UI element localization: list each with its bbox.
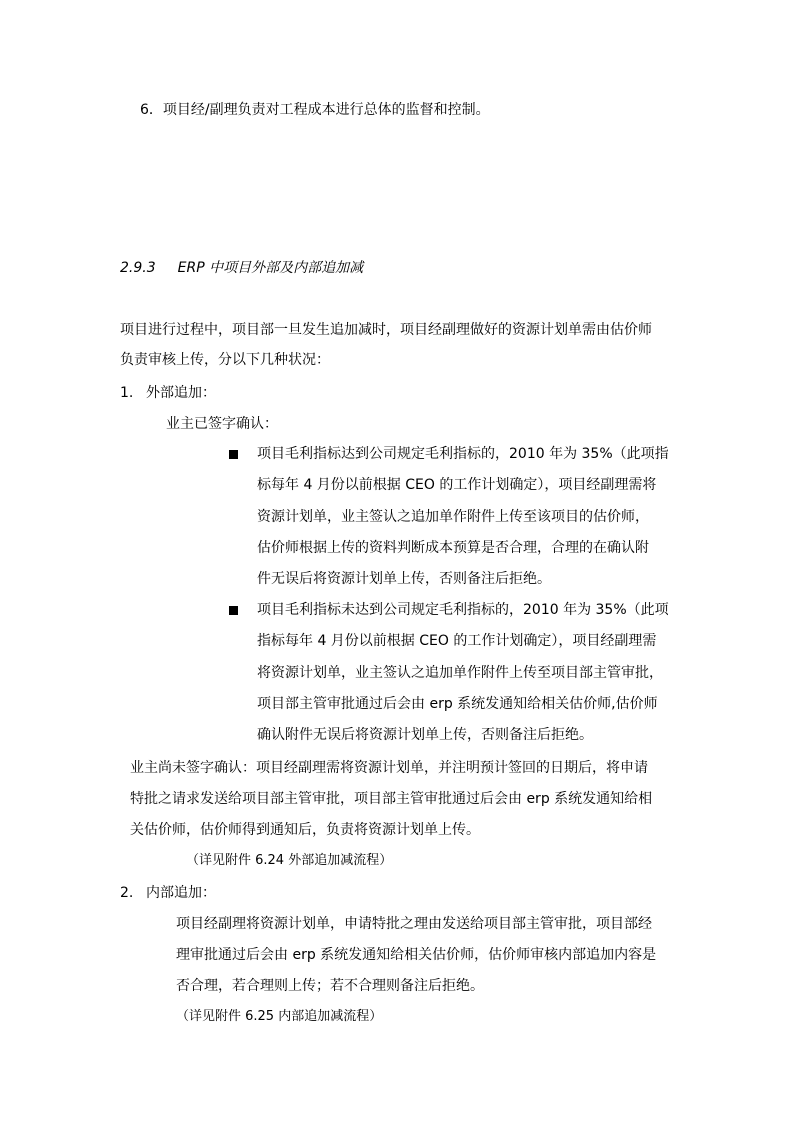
bullet-1-line: 估价师根据上传的资料判断成本预算是否合理，合理的在确认附 — [257, 540, 649, 556]
external-marker: 1. — [120, 385, 134, 401]
external-title: 外部追加： — [146, 385, 216, 401]
bullet-2-line: 确认附件无误后将资源计划单上传，否则备注后拒绝。 — [257, 727, 593, 743]
owner-signed-label: 业主已签字确认： — [166, 416, 278, 432]
bullet-2-line: 项目部主管审批通过后会由 erp 系统发通知给相关估价师,估价师 — [257, 696, 658, 712]
bullet-1-line: 件无误后将资源计划单上传，否则备注后拒绝。 — [257, 571, 551, 587]
internal-attachment-note: （详见附件 6.25 内部追加减流程） — [176, 1009, 383, 1024]
bullet-1-line: 资源计划单，业主签认之追加单作附件上传至该项目的估价师， — [257, 509, 649, 525]
bullet-1-line: 标每年 4 月份以前根据 CEO 的工作计划确定），项目经副理需将 — [257, 477, 657, 493]
bullet-2-line: 项目毛利指标未达到公司规定毛利指标的，2010 年为 35%（此项 — [257, 602, 669, 618]
bullet-1-line: 项目毛利指标达到公司规定毛利指标的，2010 年为 35%（此项指 — [257, 446, 669, 462]
owner-unsigned-line: 关估价师，估价师得到通知后，负责将资源计划单上传。 — [130, 822, 480, 838]
bullet-square-icon — [229, 450, 238, 459]
owner-unsigned-line: 特批之请求发送给项目部主管审批，项目部主管审批通过后会由 erp 系统发通知给相 — [130, 791, 653, 807]
internal-paragraph-line: 否合理，若合理则上传；若不合理则备注后拒绝。 — [176, 978, 484, 994]
section-title: ERP 中项目外部及内部追加减 — [177, 260, 364, 276]
internal-paragraph-line: 理审批通过后会由 erp 系统发通知给相关估价师，估价师审核内部追加内容是 — [176, 947, 657, 963]
bullet-square-icon — [229, 606, 238, 615]
internal-paragraph-line: 项目经副理将资源计划单，申请特批之理由发送给项目部主管审批，项目部经 — [176, 916, 652, 932]
owner-unsigned-line: 业主尚未签字确认：项目经副理需将资源计划单，并注明预计签回的日期后，将申请 — [130, 760, 648, 776]
internal-marker: 2. — [120, 885, 134, 901]
intro-item-6: 6．项目经/副理负责对工程成本进行总体的监督和控制。 — [140, 102, 490, 118]
intro-paragraph-line: 项目进行过程中，项目部一旦发生追加减时，项目经副理做好的资源计划单需由估价师 — [120, 322, 652, 338]
bullet-2-line: 指标每年 4 月份以前根据 CEO 的工作计划确定），项目经副理需 — [257, 633, 657, 649]
section-number: 2.9.3 — [120, 260, 156, 276]
section-heading — [120, 258, 363, 278]
internal-title: 内部追加： — [146, 885, 216, 901]
intro-paragraph-line: 负责审核上传，分以下几种状况： — [120, 352, 330, 368]
bullet-2-line: 将资源计划单，业主签认之追加单作附件上传至项目部主管审批， — [257, 665, 663, 681]
external-attachment-note: （详见附件 6.24 外部追加减流程） — [186, 853, 393, 868]
